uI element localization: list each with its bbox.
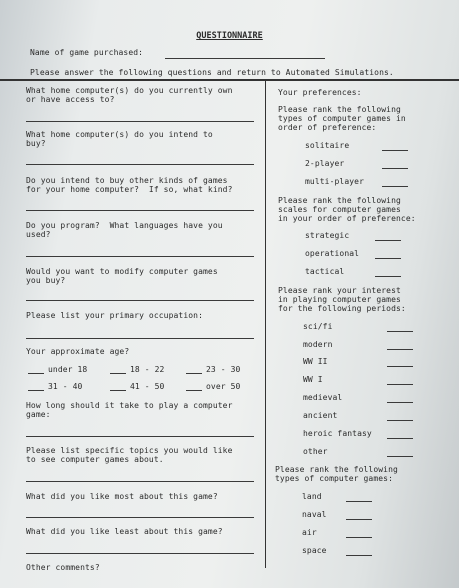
rank-blank-ancient[interactable] <box>387 420 413 421</box>
rank-blank-air[interactable] <box>346 537 372 538</box>
age-blank-1[interactable] <box>28 373 44 374</box>
rank-item-operational: operational <box>305 249 360 258</box>
rank-blank-naval[interactable] <box>346 519 372 520</box>
rank-item-multi-player: multi-player <box>305 177 364 186</box>
rank-item-ancient: ancient <box>303 411 338 420</box>
rank-item-medieval: medieval <box>303 393 343 402</box>
rank-blank-solitaire[interactable] <box>382 150 408 151</box>
preferences-heading: Your preferences: <box>278 88 362 97</box>
rank-theaters-prompt: Please rank the following types of computer games: <box>275 465 398 483</box>
column-divider <box>265 81 266 568</box>
question-other-games: Do you intend to buy other kinds of games for your home computer? If so, what kind? <box>26 176 233 194</box>
rank-blank-operational[interactable] <box>375 258 401 259</box>
answer-line-liked-most[interactable] <box>26 517 254 518</box>
rank-blank-modern[interactable] <box>387 349 413 350</box>
rank-item-other: other <box>303 447 328 456</box>
rank-item-solitaire: solitaire <box>305 141 350 150</box>
rank-item-air: air <box>302 528 317 537</box>
rank-blank-ww1[interactable] <box>387 384 413 385</box>
rank-blank-land[interactable] <box>346 501 372 502</box>
rank-item-naval: naval <box>302 510 327 519</box>
answer-line-modify[interactable] <box>26 300 254 301</box>
rank-blank-heroic-fantasy[interactable] <box>387 438 413 439</box>
rank-item-scifi: sci/fi <box>303 322 333 331</box>
question-liked-most: What did you like most about this game? <box>26 492 218 501</box>
rank-item-ww1: WW I <box>303 375 323 384</box>
age-blank-4[interactable] <box>28 390 44 391</box>
age-option-18-22: 18 - 22 <box>130 365 165 374</box>
question-age: Your approximate age? <box>26 347 130 356</box>
rank-blank-multi-player[interactable] <box>382 186 408 187</box>
rank-blank-2-player[interactable] <box>382 168 408 169</box>
age-blank-5[interactable] <box>110 390 126 391</box>
rank-blank-other[interactable] <box>387 456 413 457</box>
age-option-under-18: under 18 <box>48 365 88 374</box>
age-option-23-30: 23 - 30 <box>206 365 241 374</box>
question-topics: Please list specific topics you would like to see computer games about. <box>26 446 233 464</box>
questionnaire-title: QUESTIONNAIRE <box>196 31 263 41</box>
question-program: Do you program? What languages have you used? <box>26 221 223 239</box>
game-name-field[interactable] <box>165 58 325 59</box>
rank-item-space: space <box>302 546 327 555</box>
answer-line-current-computer[interactable] <box>26 121 254 122</box>
answer-line-intend-computer[interactable] <box>26 164 254 165</box>
age-option-over-50: over 50 <box>206 382 241 391</box>
game-name-label: Name of game purchased: <box>30 48 144 57</box>
answer-line-play-length[interactable] <box>26 436 254 437</box>
rank-blank-ww2[interactable] <box>387 366 413 367</box>
answer-line-program[interactable] <box>26 256 254 257</box>
top-rule <box>0 79 459 81</box>
rank-blank-tactical[interactable] <box>375 276 401 277</box>
answer-line-liked-least[interactable] <box>26 553 254 554</box>
question-play-length: How long should it take to play a computer game: <box>26 401 233 419</box>
rank-item-land: land <box>302 492 322 501</box>
answer-line-other-games[interactable] <box>26 210 254 211</box>
age-blank-2[interactable] <box>110 373 126 374</box>
instructions: Please answer the following questions and return to Automated Simulations. <box>30 68 394 77</box>
question-current-computer: What home computer(s) do you currently own or have access to? <box>26 86 233 104</box>
rank-scales-prompt: Please rank the following scales for computer games in your order of preference: <box>278 196 416 223</box>
rank-item-heroic-fantasy: heroic fantasy <box>303 429 372 438</box>
age-option-31-40: 31 - 40 <box>48 382 83 391</box>
rank-item-modern: modern <box>303 340 333 349</box>
question-occupation: Please list your primary occupation: <box>26 311 203 320</box>
rank-item-2-player: 2-player <box>305 159 345 168</box>
question-intend-computer: What home computer(s) do you intend to buy? <box>26 130 213 148</box>
age-blank-3[interactable] <box>186 373 202 374</box>
question-modify: Would you want to modify computer games you buy? <box>26 267 218 285</box>
rank-item-ww2: WW II <box>303 357 328 366</box>
rank-blank-scifi[interactable] <box>387 331 413 332</box>
answer-line-topics[interactable] <box>26 481 254 482</box>
rank-blank-space[interactable] <box>346 555 372 556</box>
rank-item-strategic: strategic <box>305 231 350 240</box>
rank-blank-medieval[interactable] <box>387 402 413 403</box>
rank-item-tactical: tactical <box>305 267 345 276</box>
rank-blank-strategic[interactable] <box>375 240 401 241</box>
age-option-41-50: 41 - 50 <box>130 382 165 391</box>
rank-periods-prompt: Please rank your interest in playing computer games for the following periods: <box>278 286 406 313</box>
question-liked-least: What did you like least about this game? <box>26 527 223 536</box>
question-other-comments: Other comments? <box>26 563 100 572</box>
answer-line-occupation[interactable] <box>26 338 254 339</box>
age-blank-6[interactable] <box>186 390 202 391</box>
rank-game-types-prompt: Please rank the following types of computer games in order of preference: <box>278 105 406 132</box>
